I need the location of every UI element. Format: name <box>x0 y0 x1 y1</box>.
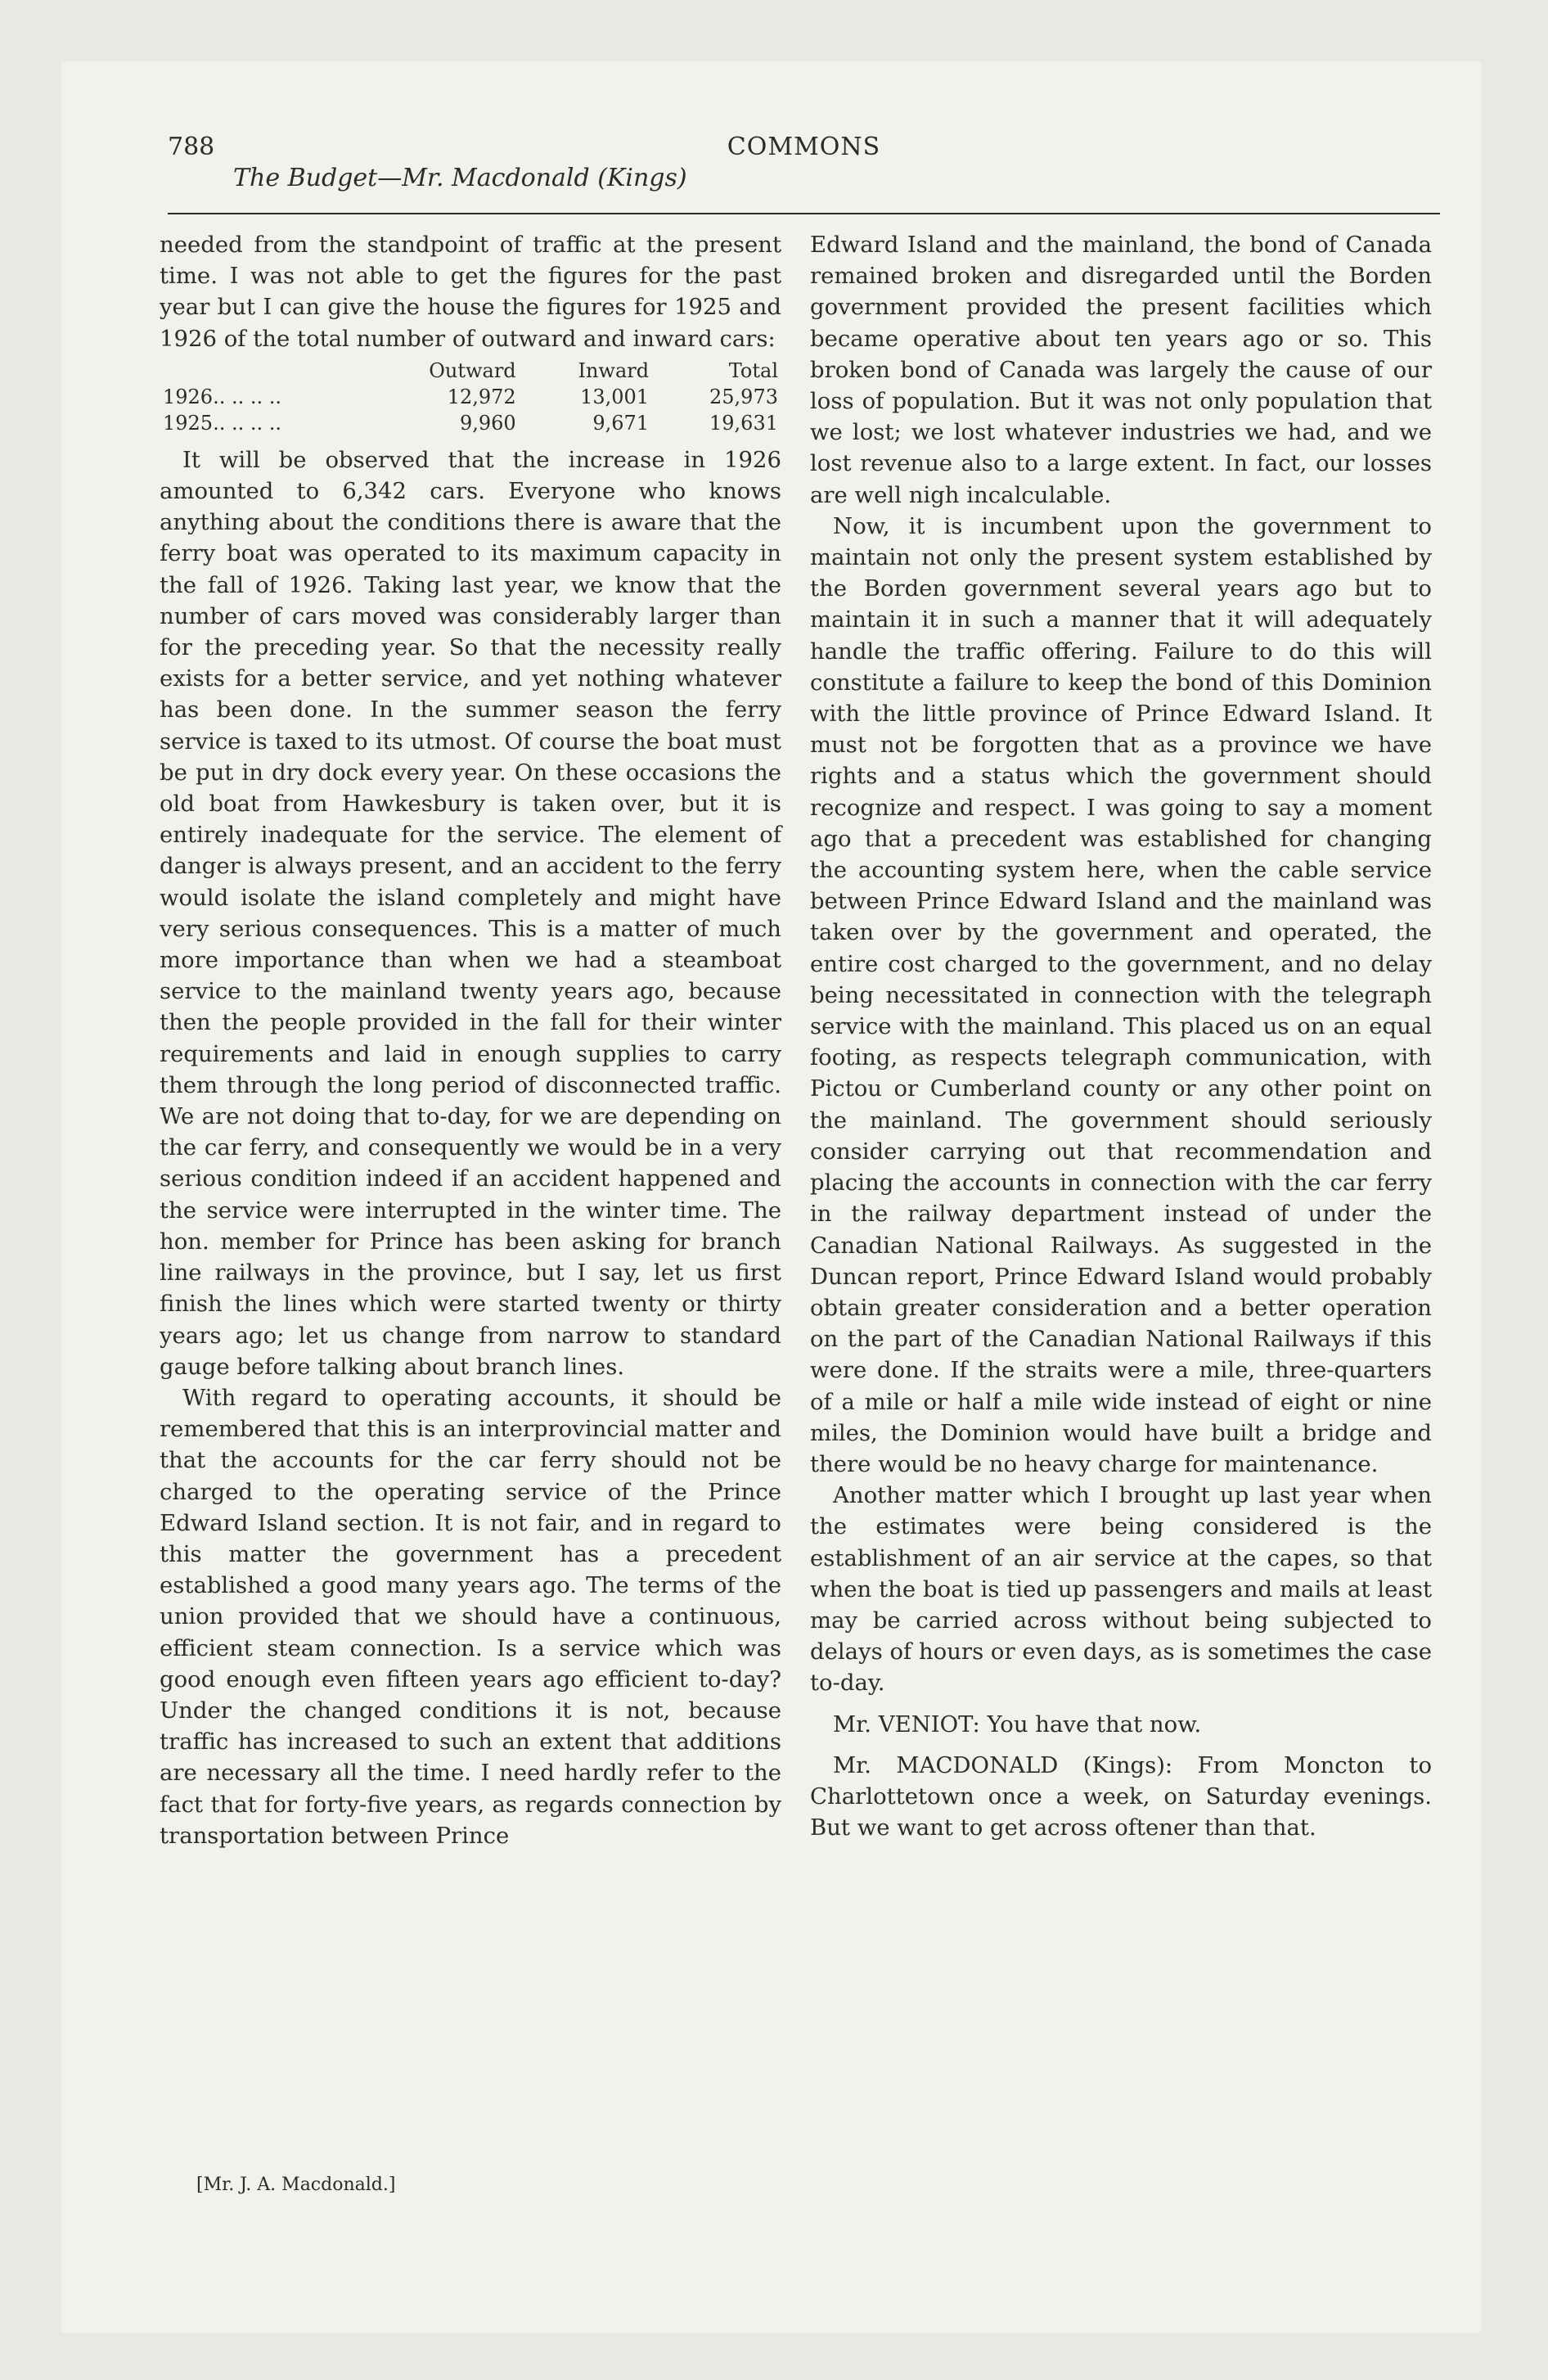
table-cell-total: 19,631 <box>709 411 778 435</box>
table-cell-inward: 13,001 <box>580 385 650 408</box>
page-number: 788 <box>168 133 215 161</box>
table-row <box>160 410 781 436</box>
header-rule <box>168 213 1440 214</box>
paragraph: Another matter which I brought up last year when the estimates were being considered is the establishment of an air service at the capes, so that when the boat is tied up passengers and mails at least may be carried across without being subjected to delays of hours or even days, as is sometimes the case to-day. <box>810 1482 1432 1697</box>
table-cell-year: 1925.. .. .. .. <box>163 411 281 435</box>
page <box>61 61 1481 2333</box>
page-header <box>168 131 1440 229</box>
paragraph: Edward Island and the mainland, the bond of Canada remained broken and disregarded until the Borden government provided the present facilities which became operative about ten years ago or so. This broken bond of Canada was largely the cause of our loss of population. But it was not only population that we lost; we lost whatever industries we had, and we lost revenue also to a large extent. In fact, our losses are well nigh incalculable. <box>810 232 1432 508</box>
table-cell-outward: 12,972 <box>447 385 516 408</box>
left-column <box>160 229 781 1851</box>
table-header-cell <box>160 358 358 384</box>
running-head: COMMONS <box>727 133 881 161</box>
table-cell-year: 1926.. .. .. .. <box>163 385 281 408</box>
table-cell-outward: 9,960 <box>459 411 516 435</box>
table-cell-inward: 9,671 <box>592 411 650 435</box>
table-header-cell: Total <box>728 358 778 382</box>
paragraph: Now, it is incumbent upon the government to maintain not only the present system established by the Borden government several years ago but to maintain it in such a manner that it will adequately handle the traffic offering. Failure to do this will constitute a failure to keep the bond of this Dominion with the little province of Prince Edward Island. It must not be forgotten that as a province we have rights and a status which the government should recognize and respect. I was going to say a moment ago that a precedent was established for changing the accounting system here, when the cable service between Prince Edward Island and the mainland was taken over by the government and operated, the entire cost charged to the government, and no delay being necessitated in connection with the telegraph service with the mainland. This placed us on an equal footing, as respects telegraph communication, with Pictou or Cumberland county or any other point on the mainland. The government should seriously consider carrying out that recommendation and placing the accounts in connection with the car ferry in the railway department instead of under the Canadian National Railways. As suggested in the Duncan report, Prince Edward Island would probably obtain greater consideration and a better operation on the part of the Canadian National Railways if this were done. If the straits were a mile, three-quarters of a mile or half a mile wide instead of eight or nine miles, the Dominion would have built a bridge and there would be no heavy charge for maintenance. <box>810 512 1432 1477</box>
right-column <box>810 229 1432 1843</box>
table-header-row <box>160 358 781 384</box>
paragraph: needed from the standpoint of traffic at the present time. I was not able to get the figures for the past year but I can give the house the figures for 1925 and 1926 of the total number of outward and inward cars: <box>160 232 781 352</box>
cars-table <box>160 358 781 436</box>
table-header-cell: Inward <box>578 358 650 382</box>
table-row <box>160 384 781 410</box>
table-cell-total: 25,973 <box>709 385 778 408</box>
paragraph: With regard to operating accounts, it should be remembered that this is an interprovincial matter and that the accounts for the car ferry should not be charged to the operating service of the Prince Edward Island section. It is not fair, and in regard to this matter the government has a precedent established a good many years ago. The terms of the union provided that we should have a continuous, efficient steam connection. Is a service which was good enough even fifteen years ago efficient to-day? Under the changed conditions it is not, because traffic has increased to such an extent that additions are necessary all the time. I need hardly refer to the fact that for forty-five years, as regards connection by transportation between Prince <box>160 1384 781 1849</box>
footnote: [Mr. J. A. Macdonald.] <box>196 2175 396 2195</box>
table-header-cell: Outward <box>429 358 516 382</box>
paragraph: Mr. MACDONALD (Kings): From Moncton to Charlottetown once a week, on Saturday evenings. But we want to get across oftener than that. <box>810 1751 1432 1841</box>
paragraph: Mr. VENIOT: You have that now. <box>833 1711 1202 1738</box>
header-subtitle: The Budget—Mr. Macdonald (Kings) <box>233 164 687 192</box>
paragraph: It will be observed that the increase in 1926 amounted to 6,342 cars. Everyone who knows anything about the conditions there is aware that the ferry boat was operated to its maximum capacity in the fall of 1926. Taking last year, we know that the number of cars moved was considerably larger than for the preceding year. So that the necessity really exists for a better service, and yet nothing whatever has been done. In the summer season the ferry service is taxed to its utmost. Of course the boat must be put in dry dock every year. On these occasions the old boat from Hawkesbury is taken over, but it is entirely inadequate for the service. The element of danger is always present, and an accident to the ferry would isolate the island completely and might have very serious consequences. This is a matter of much more importance than when we had a steamboat service to the mainland twenty years ago, because then the people provided in the fall for their winter requirements and laid in enough supplies to carry them through the long period of disconnected traffic. We are not doing that to-day, for we are depending on the car ferry, and consequently we would be in a very serious condition indeed if an accident happened and the service were interrupted in the winter time. The hon. member for Prince has been asking for branch line railways in the province, but I say, let us first finish the lines which were started twenty or thirty years ago; let us change from narrow to standard gauge before talking about branch lines. <box>160 446 781 1380</box>
